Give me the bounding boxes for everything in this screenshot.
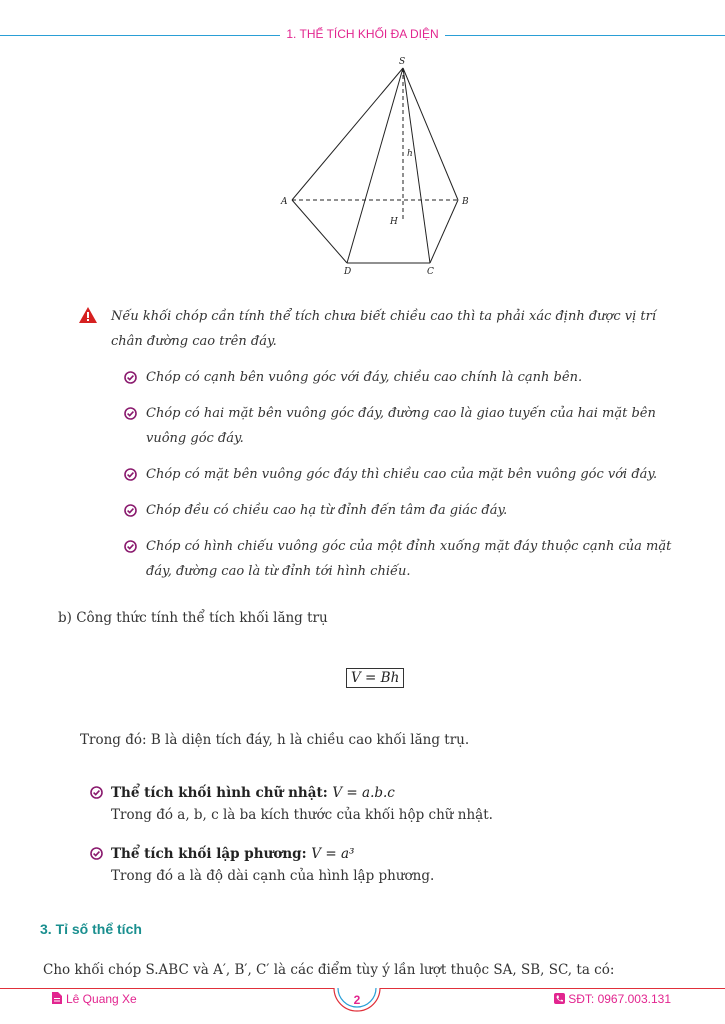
edge-SA	[292, 68, 403, 200]
document-icon	[52, 992, 62, 1004]
label-H: H	[390, 217, 398, 227]
label-C: C	[427, 267, 434, 277]
section-b-heading: b) Công thức tính thể tích khối lăng trụ	[58, 610, 328, 626]
footer-author: Lê Quang Xe	[52, 992, 137, 1006]
edge-SC	[403, 68, 430, 263]
bullet-desc: Trong đó a, b, c là ba kích thước của khối hộp chữ nhật.	[111, 807, 493, 823]
label-A: A	[281, 197, 288, 207]
edge-SD	[347, 68, 403, 263]
section-3-intro: Cho khối chóp S.ABC và A′, B′, C′ là các điểm tùy ý lần lượt thuộc SA, SB, SC, ta có:	[43, 962, 615, 978]
check-circle-icon	[124, 540, 137, 553]
edge-SB	[403, 68, 458, 200]
page-number: 2	[353, 993, 361, 1007]
check-circle-icon	[90, 786, 103, 799]
chapter-title: 1. THỂ TÍCH KHỐI ĐA DIỆN	[0, 27, 725, 41]
phone-icon	[554, 993, 565, 1004]
list-item	[146, 365, 678, 390]
list-item	[146, 401, 678, 451]
list-item	[146, 462, 678, 487]
check-circle-icon	[124, 468, 137, 481]
label-B: B	[462, 197, 469, 207]
list-item-text: Chóp đều có chiều cao hạ từ đỉnh đến tâm đa giác đáy.	[146, 503, 508, 518]
check-circle-icon	[124, 371, 137, 384]
section-3-heading: 3. Tỉ số thể tích	[40, 921, 142, 937]
check-circle-icon	[90, 847, 103, 860]
section-b-where: Trong đó: B là diện tích đáy, h là chiều cao khối lăng trụ.	[80, 732, 470, 748]
edge-CB	[430, 200, 458, 263]
prism-volume-formula: V = Bh	[346, 668, 404, 688]
list-item	[146, 534, 678, 584]
list-item-text: Chóp có cạnh bên vuông góc với đáy, chiều cao chính là cạnh bên.	[146, 370, 583, 385]
check-circle-icon	[124, 504, 137, 517]
check-circle-icon	[124, 407, 137, 420]
note-text: Nếu khối chóp cần tính thể tích chưa biết chiều cao thì ta phải xác định được vị trí chân đường cao trên đáy.	[111, 309, 657, 349]
bullet-formula: V = a.b.c	[332, 785, 395, 801]
list-item-text: Chóp có hai mặt bên vuông góc đáy, đường cao là giao tuyến của hai mặt bên vuông góc đáy.	[146, 406, 656, 446]
label-D: D	[344, 267, 352, 277]
edge-AD	[292, 200, 347, 263]
pyramid-figure	[270, 52, 480, 282]
label-h: h	[407, 149, 413, 159]
bullet-formula: V = a³	[311, 846, 355, 862]
bullet-desc: Trong đó a là độ dài cạnh của hình lập phương.	[111, 868, 435, 884]
bullet-title: Thể tích khối hình chữ nhật: V = a.b.c	[111, 785, 395, 801]
bullet-cube	[90, 843, 690, 884]
list-item	[146, 498, 678, 523]
label-S: S	[399, 57, 406, 67]
footer-phone: SĐT: 0967.003.131	[554, 992, 671, 1006]
bullet-title: Thể tích khối lập phương: V = a³	[111, 846, 355, 862]
condition-list	[78, 365, 678, 584]
list-item-text: Chóp có mặt bên vuông góc đáy thì chiều cao của mặt bên vuông góc với đáy.	[146, 467, 658, 482]
warning-icon	[78, 306, 98, 324]
list-item-text: Chóp có hình chiếu vuông góc của một đỉnh xuống mặt đáy thuộc cạnh của mặt đáy, đường cao là từ đỉnh tới hình chiếu.	[146, 539, 672, 579]
note-block	[78, 304, 678, 584]
bullet-cuboid	[90, 782, 690, 823]
